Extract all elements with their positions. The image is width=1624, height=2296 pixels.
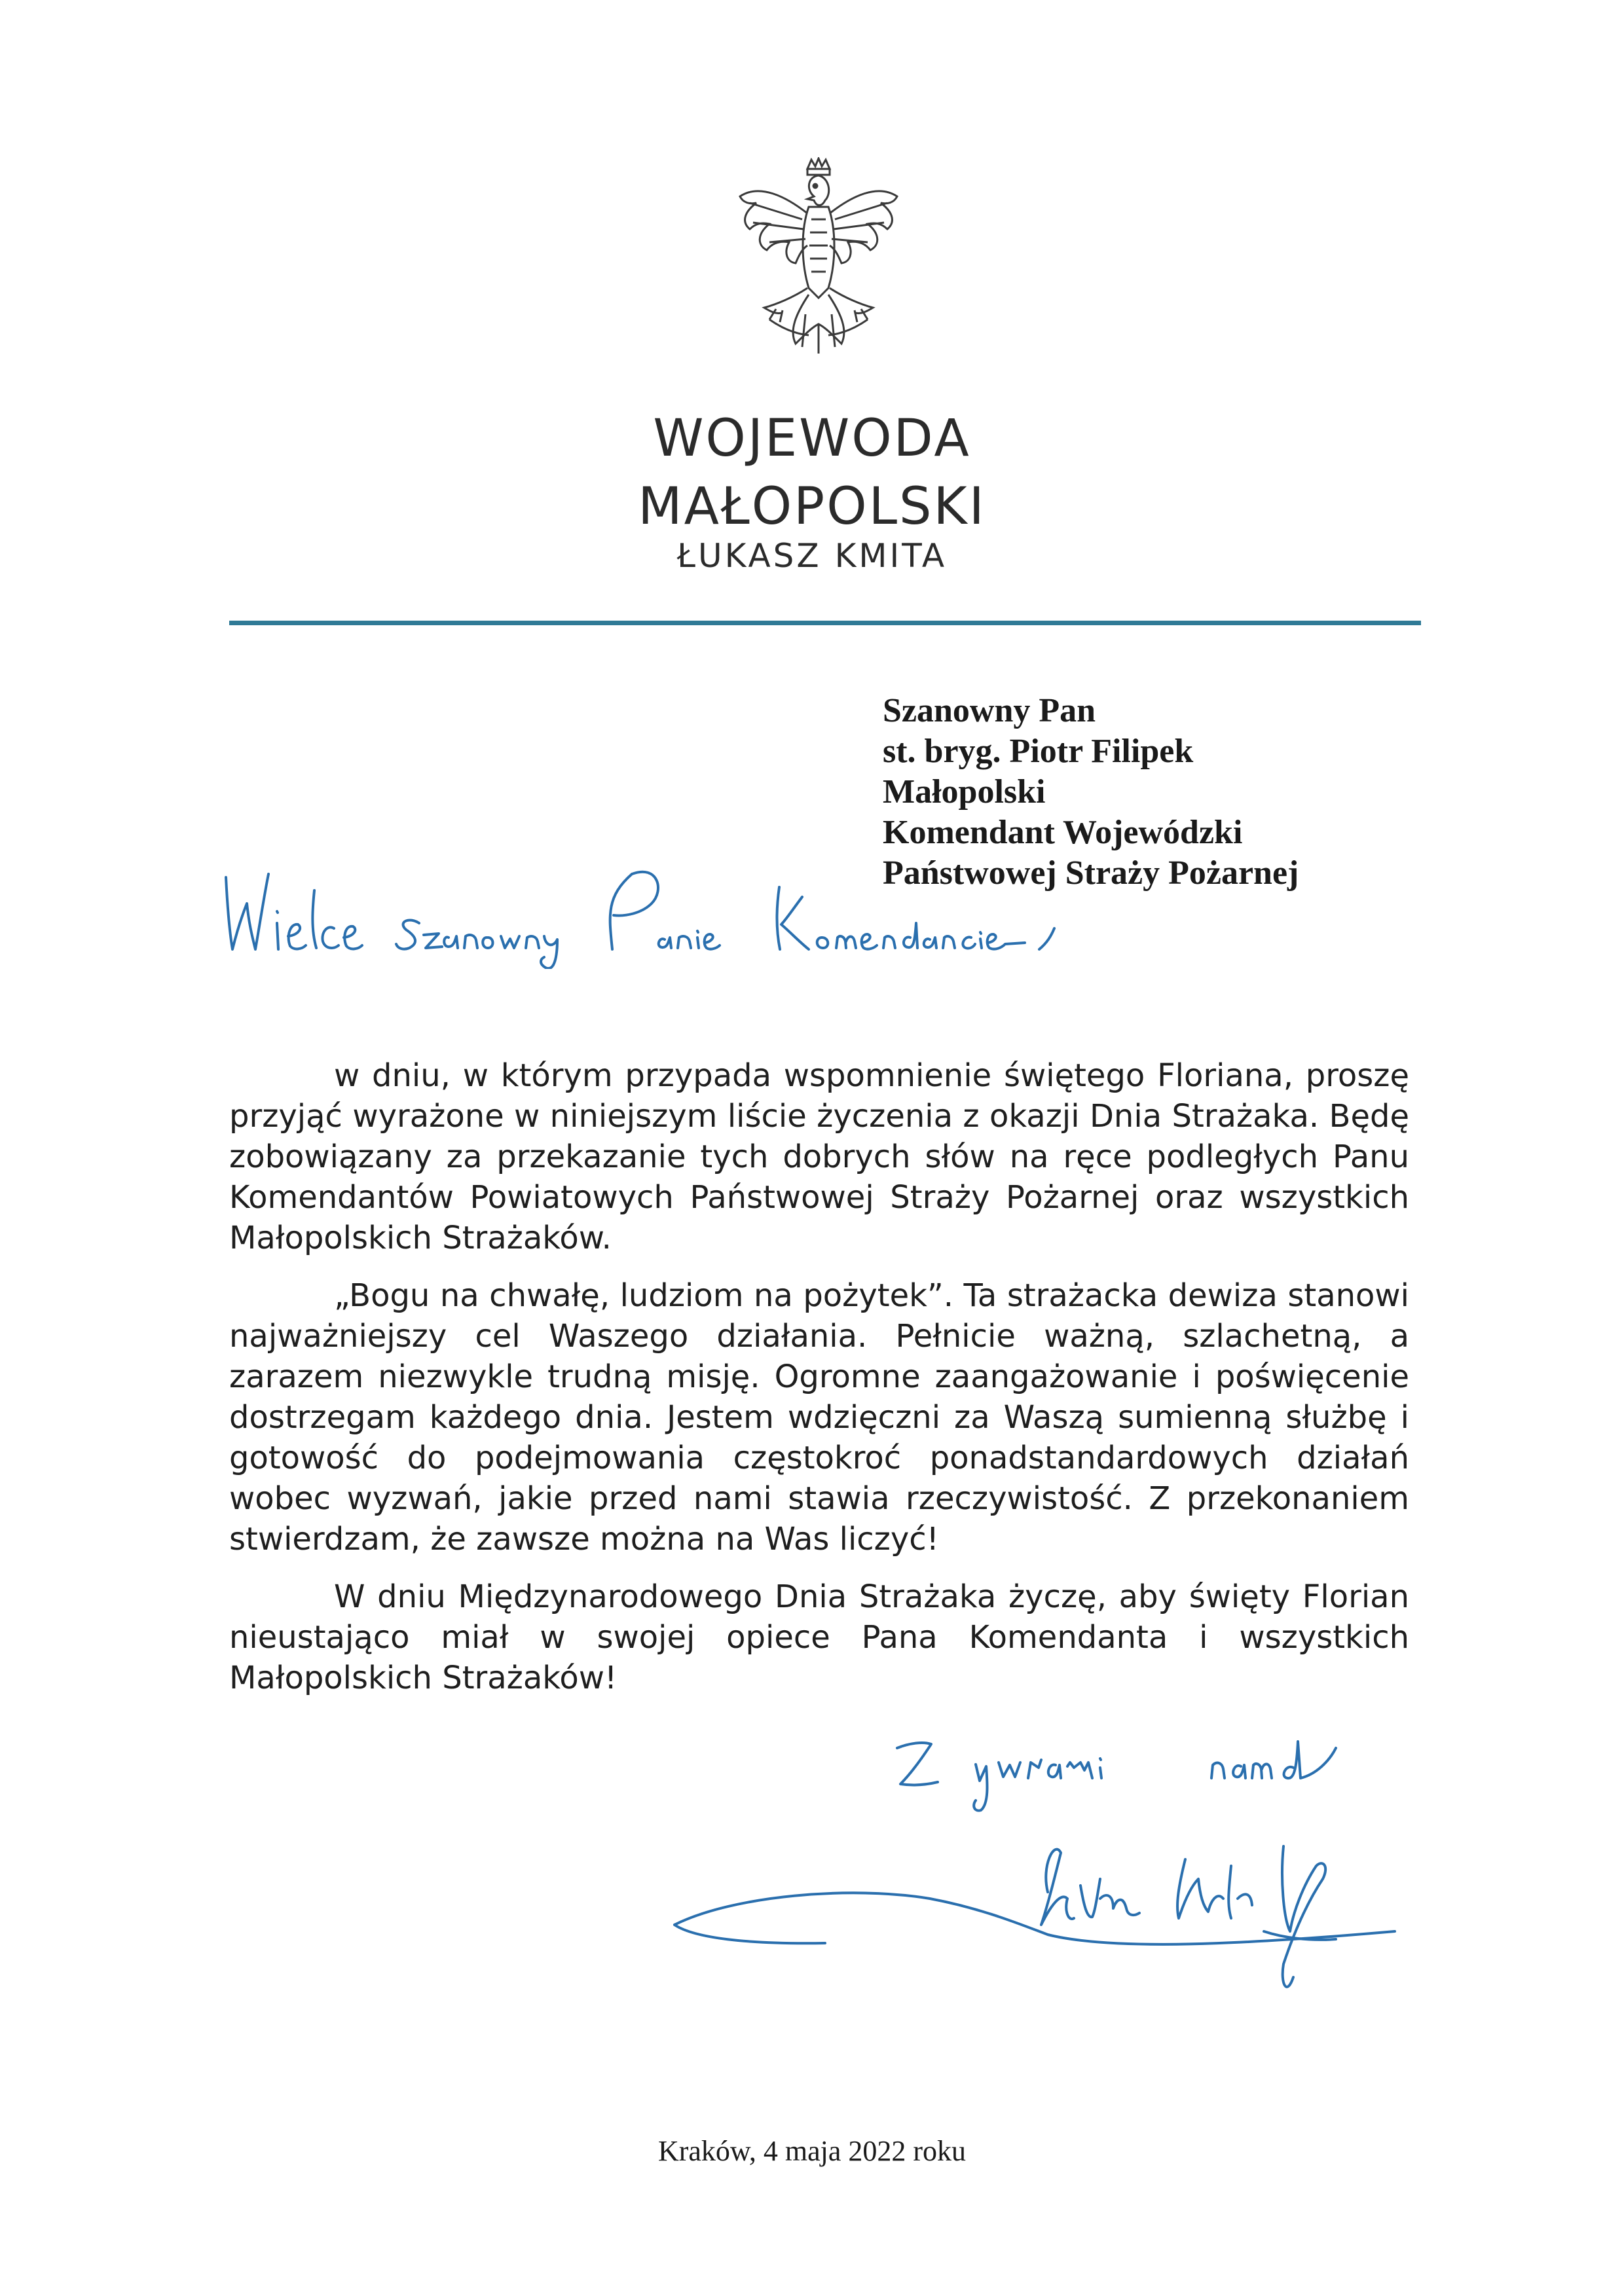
organization-title	[0, 405, 1624, 541]
polish-eagle-emblem-icon	[724, 157, 913, 386]
body-paragraph: W dniu Międzynarodowego Dnia Strażaka życzę, aby święty Florian nieustająco miał w swojej opiece Pana Komendanta i wszystkich Małopolskich Strażaków!	[229, 1578, 1409, 1696]
place-and-date: Kraków, 4 maja 2022 roku	[657, 2135, 967, 2167]
addressee-line: Komendant Wojewódzki	[883, 814, 1243, 851]
title-line-1: WOJEWODA	[653, 409, 971, 468]
addressee-line: Szanowny Pan	[883, 692, 1096, 729]
handwritten-closing	[884, 1722, 1395, 1820]
header-divider	[229, 621, 1421, 625]
addressee-line: Małopolski	[883, 773, 1046, 811]
addressee-line: st. bryg. Piotr Filipek	[883, 733, 1194, 770]
body-paragraph: „Bogu na chwałę, ludziom na pożytek”. Ta strażacka dewiza stanowi najważniejszy cel Waszego działania. Pełnicie ważną, szlachetną, a zarazem niezwykle trudną misję. Ogromne zaangażowanie i poświęcenie dostrzegam każdego dnia. Jestem wdzięczni za Waszą sumienną służbę i gotowość do podejmowania częstokroć ponadstandardowych działań wobec wyzwań, jakie przed nami stawia rzeczywistość. Z przekonaniem stwierdzam, że zawsze można na Was liczyć!	[229, 1277, 1409, 1558]
letter-body	[229, 1055, 1409, 1715]
handwritten-salutation	[213, 851, 1084, 969]
title-line-2: MAŁOPOLSKI	[638, 477, 986, 536]
body-paragraph: w dniu, w którym przypada wspomnienie świętego Floriana, proszę przyjąć wyrażone w niniejszym liście życzenia z okazji Dnia Strażaka. Będę zobowiązany za przekazanie tych dobrych słów na ręce podległych Panu Komendantów Powiatowych Państwowej Straży Pożarnej oraz wszystkich Małopolskich Strażaków.	[229, 1057, 1409, 1256]
official-name: ŁUKASZ KMITA	[676, 537, 948, 575]
addressee-line: Państwowej Straży Pożarnej	[883, 854, 1299, 892]
handwritten-signature	[655, 1827, 1408, 2010]
